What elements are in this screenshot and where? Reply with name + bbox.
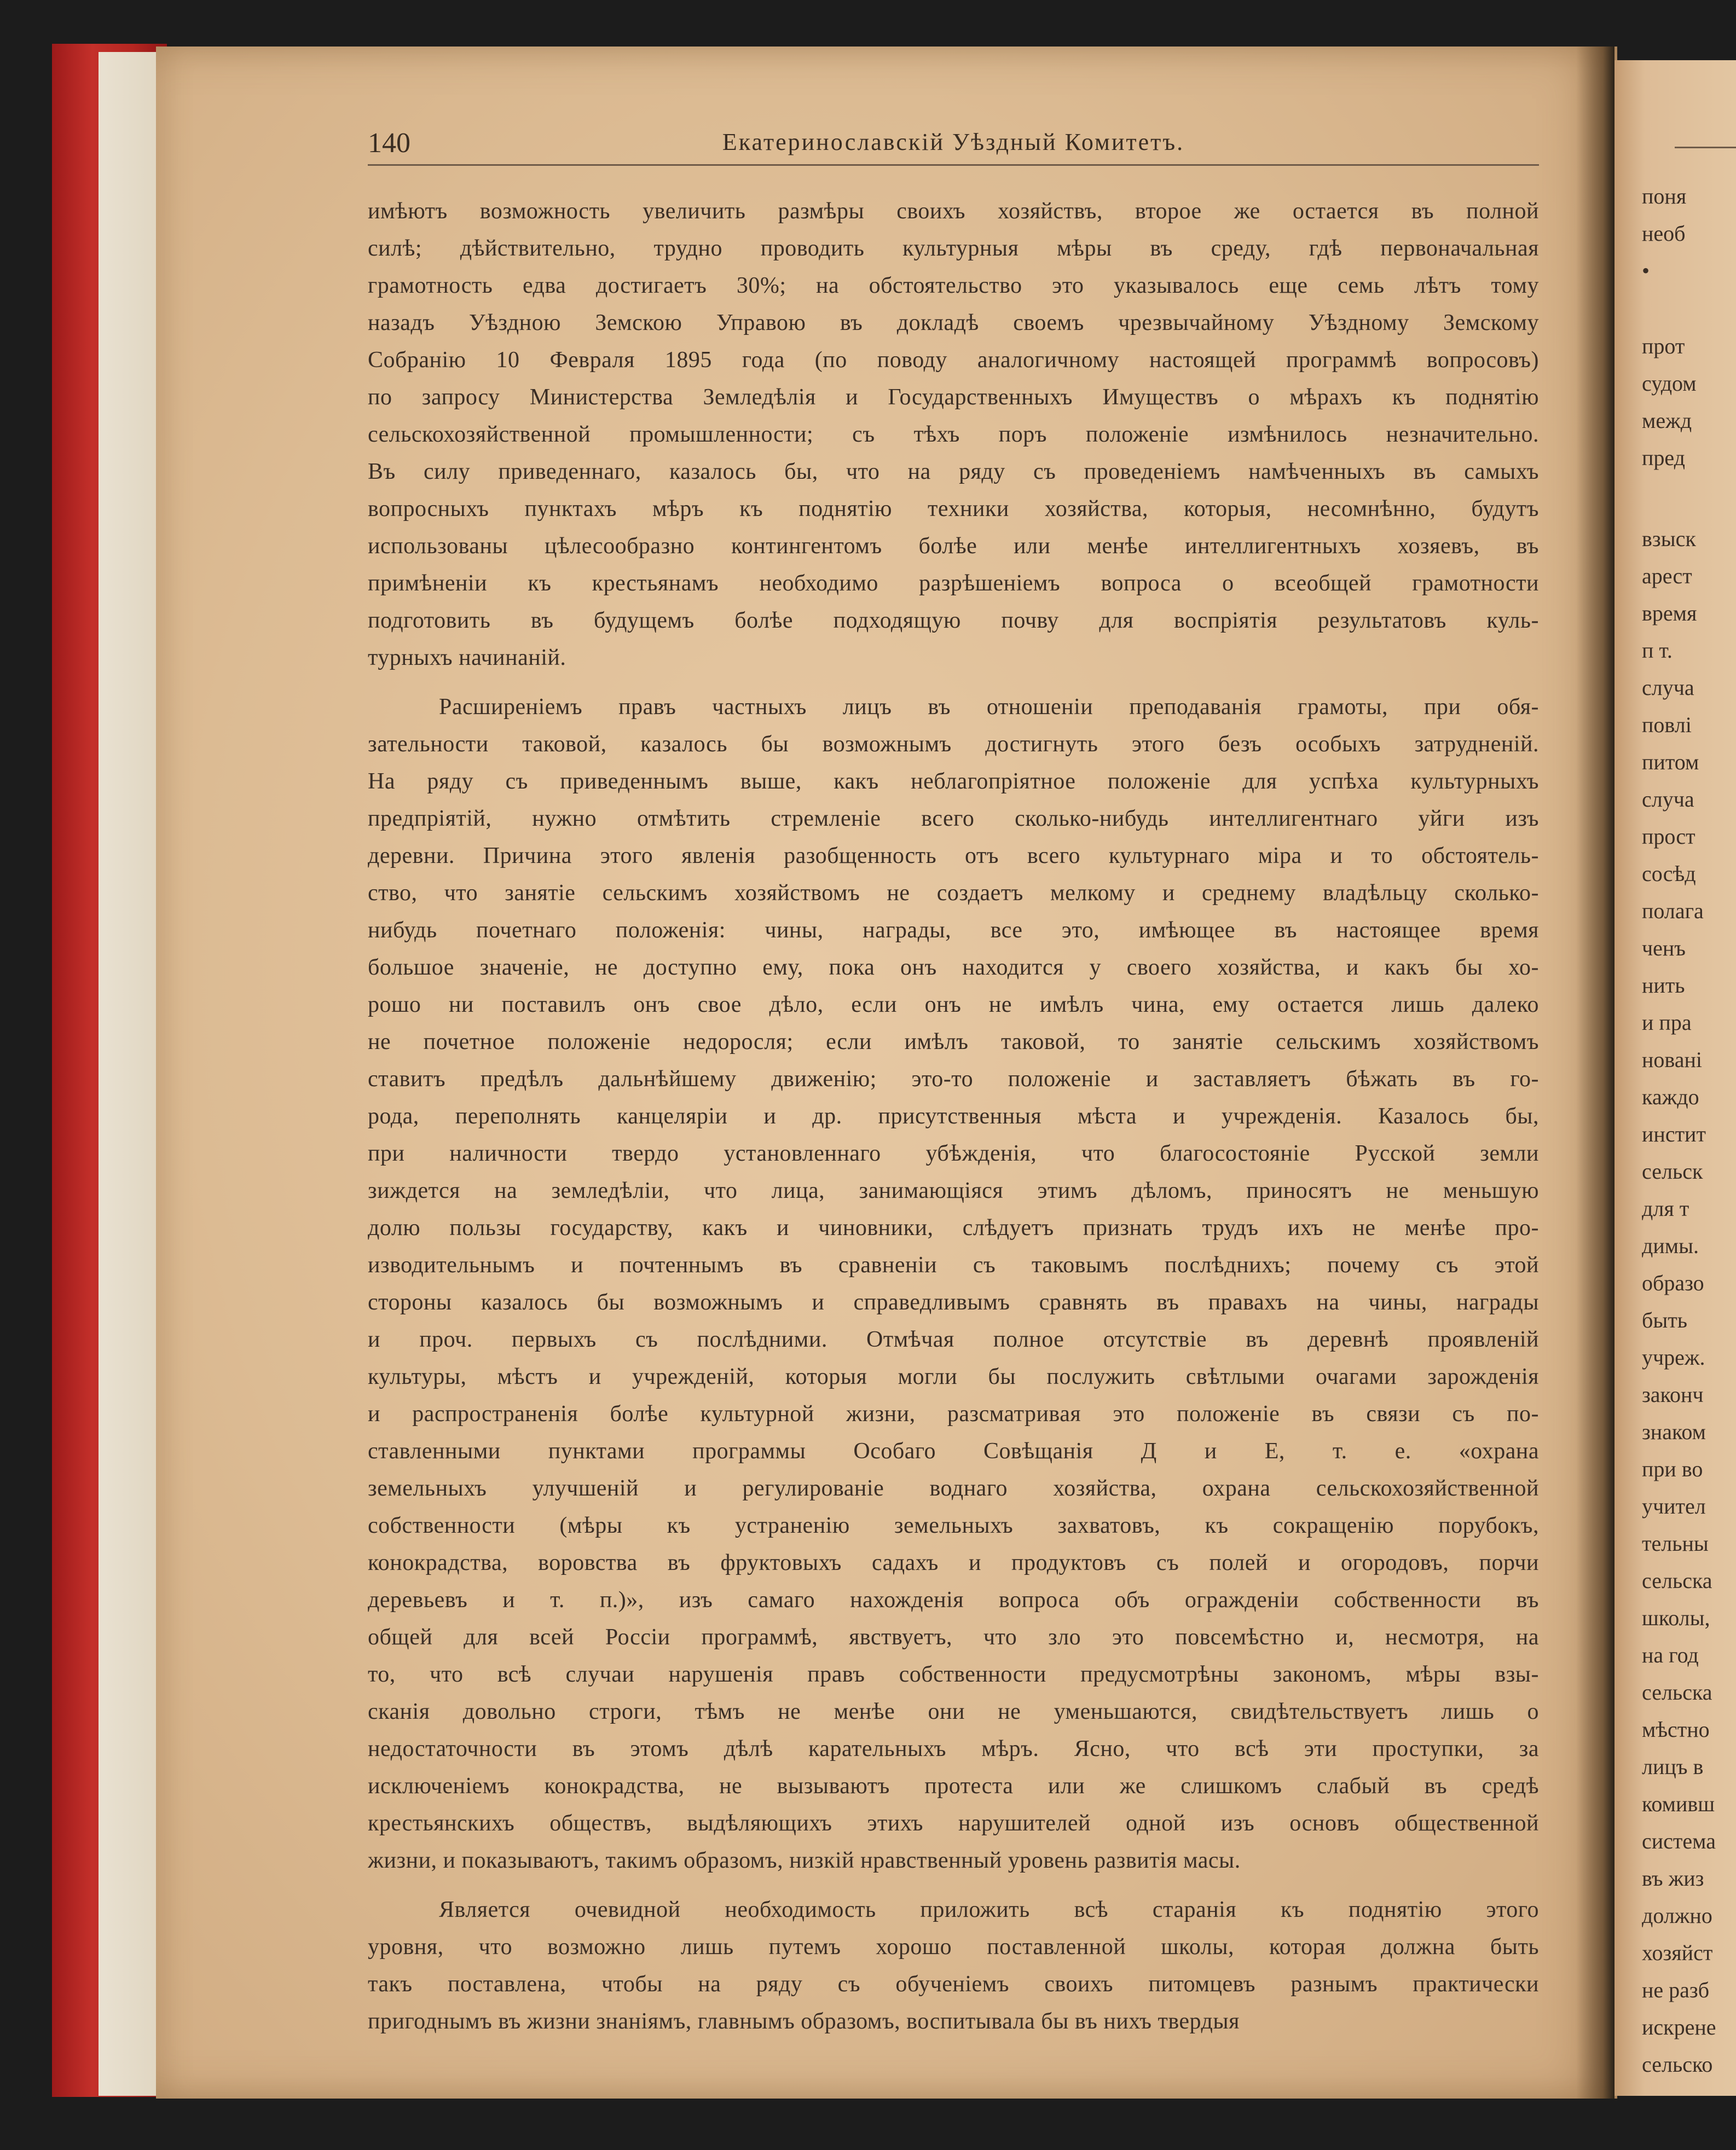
next-page-line: нить [1642,973,1685,998]
next-page-line: случа [1642,787,1694,812]
next-page-line: образо [1642,1271,1704,1295]
next-page-line: арест [1642,564,1692,588]
text-line: не почетное положеніе недоросля; если имѣлъ таковой, то занятіе сельскимъ хозяйствомъ [368,1029,1539,1054]
paragraph [368,1891,1539,2040]
next-page-line: сельско [1642,2052,1713,2077]
right-page-fragment [1615,60,1736,2096]
text-line: примѣненіи къ крестьянамъ необходимо разрѣшеніемъ вопроса о всеобщей грамотности [368,571,1539,596]
text-line: крестьянскихъ обществъ, выдѣляющихъ этихъ нарушителей одной изъ основъ общественной [368,1811,1539,1836]
next-page-line: поня [1642,184,1687,208]
text-line: собственности (мѣры къ устраненію земельныхъ захватовъ, къ сокращенію порубокъ, [368,1513,1539,1538]
text-line: подготовить въ будущемъ болѣе подходящую почву для воспріятія результатовъ куль- [368,608,1539,633]
text-line: силѣ; дѣйствительно, трудно проводить культурныя мѣры въ среду, гдѣ первоначальная [368,236,1539,261]
next-page-line: • [1642,258,1650,283]
next-page-line: случа [1642,675,1694,700]
next-page-line: въ жиз [1642,1866,1704,1891]
text-line: предпріятій, нужно отмѣтить стремленіе всего сколько-нибудь интеллигентнаго уйги изъ [368,806,1539,831]
next-page-line: инстит [1642,1122,1706,1146]
next-page-line: п т. [1642,638,1673,663]
body-text [368,193,1539,2040]
text-line: то, что всѣ случаи нарушенія правъ собственности предусмотрѣны закономъ, мѣры взы- [368,1662,1539,1687]
text-line: и распространенія болѣе культурной жизни, разсматривая это положеніе въ связи съ по- [368,1401,1539,1427]
text-line: уровня, что возможно лишь путемъ хорошо поставленной школы, которая должна быть [368,1934,1539,1960]
next-page-line: на год [1642,1643,1699,1667]
text-line: изводительнымъ и почтеннымъ въ сравненіи съ таковымъ послѣднихъ; почему съ этой [368,1253,1539,1278]
page-number: 140 [368,128,410,159]
text-line: земельныхъ улучшеній и регулированіе воднаго хозяйства, охрана сельскохозяйственной [368,1476,1539,1501]
next-page-line: пред [1642,445,1685,470]
next-page-line: учител [1642,1494,1706,1519]
next-page-line: не разб [1642,1978,1710,2002]
next-page-line: лицъ в [1642,1754,1704,1779]
text-line: зиждется на земледѣліи, что лица, занимающіяся этимъ дѣломъ, приносятъ не меньшую [368,1178,1539,1203]
text-line: недостаточности въ этомъ дѣлѣ карательныхъ мѣръ. Ясно, что всѣ эти проступки, за [368,1736,1539,1761]
next-page-line: школы, [1642,1606,1710,1630]
text-line: деревни. Причина этого явленія разобщенность отъ всего культурнаго міра и то обстоятель- [368,843,1539,868]
next-page-line: ченъ [1642,936,1686,960]
next-page-line: система [1642,1829,1716,1853]
text-line: имѣютъ возможность увеличить размѣры своихъ хозяйствъ, второе же остается въ полной [368,199,1539,224]
text-line: Является очевидной необходимость приложить всѣ старанія къ поднятію этого [439,1897,1539,1922]
next-page-line: прот [1642,334,1685,358]
next-page-line: питом [1642,750,1699,774]
next-page-line: учреж. [1642,1345,1705,1370]
text-line: жизни, и показываютъ, такимъ образомъ, низкій нравственный уровень развитія масы. [368,1848,1241,1873]
next-page-line: необ [1642,221,1686,246]
next-page-line: повлі [1642,712,1692,737]
text-line: грамотность едва достигаетъ 30%; на обстоятельство это указывалось еще семь лѣтъ тому [368,273,1539,298]
next-page-line: хозяйст [1642,1940,1713,1965]
next-page-line: сосѣд [1642,861,1696,886]
next-page-line: комивш [1642,1792,1715,1816]
next-page-line: для т [1642,1196,1689,1221]
next-page-line: судом [1642,371,1697,396]
next-page-line: каждо [1642,1085,1699,1109]
next-page-line: димы. [1642,1233,1699,1258]
next-page-line: время [1642,601,1697,625]
next-page-line: взыск [1642,526,1696,551]
text-line: ство, что занятіе сельскимъ хозяйствомъ не создаетъ мелкому и среднему владѣльцу сколько- [368,880,1539,906]
text-line: рода, переполнять канцеляріи и др. присутственныя мѣста и учрежденія. Казалось бы, [368,1104,1539,1129]
next-page-header-rule [1675,147,1736,148]
text-line: пригоднымъ въ жизни знаніямъ, главнымъ образомъ, воспитывала бы въ нихъ твердыя [368,2009,1240,2034]
next-page-line: быть [1642,1308,1687,1332]
text-line: Въ силу приведеннаго, казалось бы, что на ряду съ проведеніемъ намѣченныхъ въ самыхъ [368,459,1539,484]
header-rule [368,164,1539,166]
next-page-line: мѣстно [1642,1717,1710,1742]
text-line: большое значеніе, не доступно ему, пока онъ находится у своего хозяйства, и какъ бы хо- [368,955,1539,980]
next-page-line: и пра [1642,1010,1692,1035]
text-line: стороны казалось бы возможнымъ и справедливымъ сравнять въ правахъ на чины, награды [368,1290,1539,1315]
text-line: по запросу Министерства Земледѣлія и Государственныхъ Имуществъ о мѣрахъ къ поднятію [368,385,1539,410]
text-line: такъ поставлена, чтобы на ряду съ обученіемъ своихъ питомцевъ разнымъ практически [368,1972,1539,1997]
text-line: На ряду съ приведеннымъ выше, какъ неблагопріятное положеніе для успѣха культурныхъ [368,769,1539,794]
next-page-line: полага [1642,899,1704,923]
running-title: Екатеринославскій Уѣздный Комитетъ. [722,129,1185,155]
next-page-line: сельск [1642,1159,1703,1184]
page-header [368,121,1539,165]
text-line: деревьевъ и т. п.)», изъ самаго нахожденія вопроса объ огражденіи собственности въ [368,1587,1539,1613]
next-page-line: знаком [1642,1419,1706,1444]
next-page-line: должно [1642,1903,1712,1928]
text-line: зательности таковой, казалось бы возможнымъ достигнуть этого безъ особыхъ затрудненій. [368,732,1539,757]
next-page-line: законч [1642,1382,1704,1407]
text-line: сельскохозяйственной промышленности; съ тѣхъ поръ положеніе измѣнилось незначительно. [368,422,1539,447]
text-line: Расширеніемъ правъ частныхъ лицъ въ отношеніи преподаванія грамоты, при обя- [439,694,1539,720]
text-line: долю пользы государству, какъ и чиновники, слѣдуетъ признать трудъ ихъ не менѣе про- [368,1215,1539,1241]
text-line: ставитъ предѣлъ дальнѣйшему движенію; это-то положеніе и заставляетъ бѣжать въ го- [368,1067,1539,1092]
text-line: сканія довольно строги, тѣмъ не менѣе они не уменьшаются, свидѣтельствуетъ лишь о [368,1699,1539,1724]
text-line: культуры, мѣстъ и учрежденій, которыя могли бы послужить свѣтлыми очагами зарожденія [368,1364,1539,1389]
text-line: исключеніемъ конокрадства, не вызываютъ протеста или же слишкомъ слабый въ средѣ [368,1774,1539,1799]
next-page-line: новані [1642,1047,1703,1072]
text-line: общей для всей Россіи программѣ, явствуетъ, что зло это повсемѣстно и, несмотря, на [368,1625,1539,1650]
book-gutter [1576,47,1615,2099]
text-line: турныхъ начинаній. [368,645,566,670]
text-line: рошо ни поставилъ онъ свое дѣло, если онъ не имѣлъ чина, ему остается лишь далеко [368,992,1539,1017]
text-line: Собранію 10 Февраля 1895 года (по поводу аналогичному настоящей программѣ вопросовъ) [368,347,1539,373]
text-line: конокрадства, воровства въ фруктовыхъ садахъ и продуктовъ съ полей и огородовъ, порчи [368,1550,1539,1575]
text-line: назадъ Уѣздною Земскою Управою въ докладѣ своемъ чрезвычайному Уѣздному Земскому [368,310,1539,335]
text-line: при наличности твердо установленнаго убѣжденія, что благосостояніе Русской земли [368,1141,1539,1166]
text-line: использованы цѣлесообразно контингентомъ болѣе или менѣе интеллигентныхъ хозяевъ, въ [368,534,1539,559]
paragraph [368,193,1539,676]
next-page-line: при во [1642,1457,1703,1481]
text-line: нибудь почетнаго положенія: чины, награды, все это, имѣющее въ настоящее время [368,918,1539,943]
next-page-line: прост [1642,824,1696,849]
next-page-line: тельны [1642,1531,1709,1556]
next-page-line: искрене [1642,2015,1716,2039]
next-page-line: межд [1642,408,1692,433]
text-line: и проч. первыхъ съ послѣдними. Отмѣчая полное отсутствіе въ деревнѣ проявленій [368,1327,1539,1352]
next-page-line: сельска [1642,1568,1712,1593]
text-line: вопросныхъ пунктахъ мѣръ къ поднятію техники хозяйства, которыя, несомнѣнно, будутъ [368,496,1539,521]
text-line: ставленными пунктами программы Особаго Совѣщанія Д и Е, т. е. «охрана [368,1439,1539,1464]
paragraph [368,688,1539,1879]
next-page-line: сельска [1642,1680,1712,1705]
